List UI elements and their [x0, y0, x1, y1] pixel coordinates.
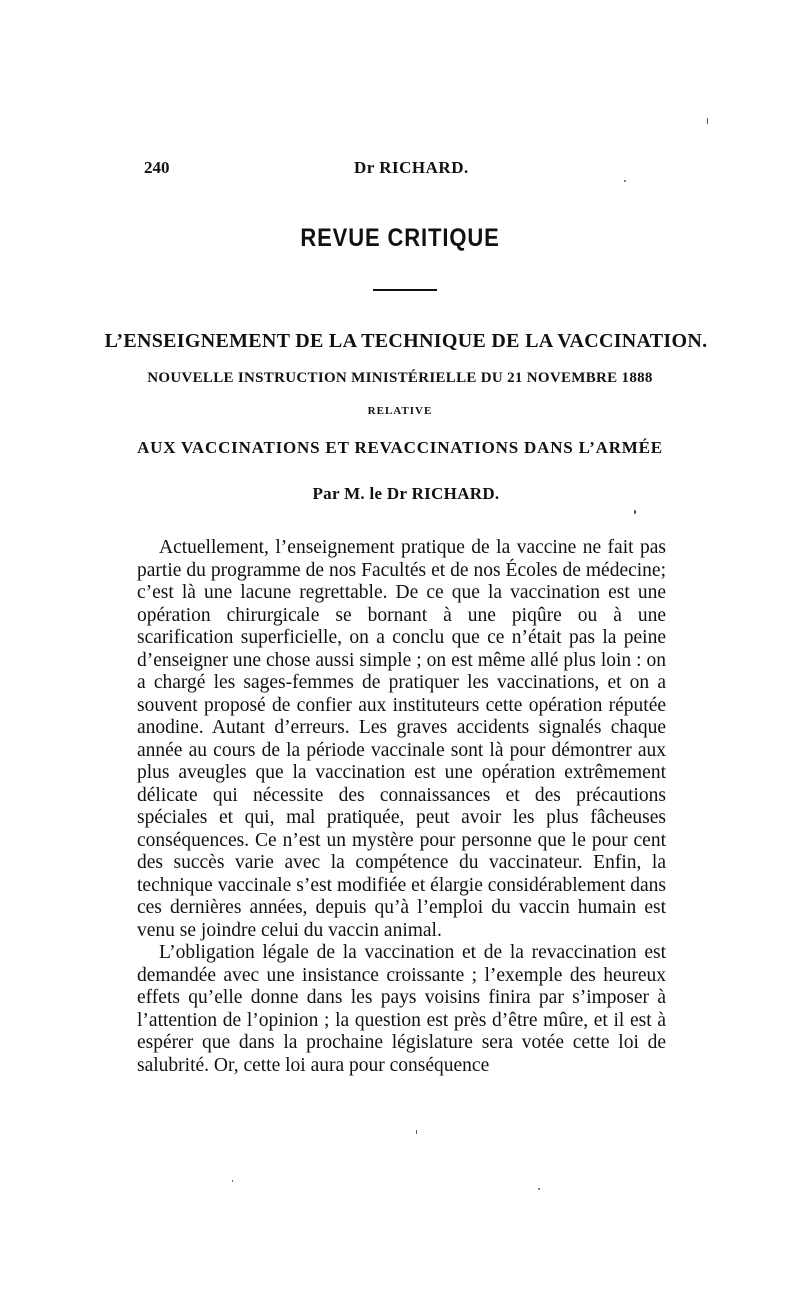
running-header	[0, 158, 800, 182]
print-speck	[634, 510, 636, 514]
page-number: 240	[144, 158, 170, 177]
print-speck	[416, 1130, 417, 1134]
article-small-heading: RELATIVE	[367, 405, 433, 417]
article-mid-heading: AUX VACCINATIONS ET REVACCINATIONS DANS L’ARMÉE	[137, 438, 663, 457]
print-speck	[538, 1188, 540, 1190]
print-speck	[624, 180, 626, 182]
paragraph: Actuellement, l’enseignement pratique de la vaccine ne fait pas partie du programme de nos Facultés et de nos Écoles de médecine; c’est là une lacune regrettable. De ce que la vaccination est une opération chirurgicale se bornant à une piqûre ou à une scarification superficielle, on a conclu que ce n’était pas la peine d’enseigner une chose aussi simple ; on est même allé plus loin : on a chargé les sages-femmes de pratiquer les vaccinations, et on a souvent proposé de confier aux instituteurs cette opération réputée anodine. Autant d’erreurs. Les graves accidents signalés chaque année au cours de la période vaccinale sont là pour démontrer aux plus aveugles que la vaccination est une opération extrêmement délicate qui nécessite des connaissances et des précautions spéciales et qui, mal pratiquée, peut avoir les plus fâcheuses conséquences. Ce n’est un mystère pour personne que le pour cent des succès varie avec la compétence du vaccinateur. Enfin, la technique vaccinale s’est modifiée et élargie considérablement dans ces dernières années, depuis qu’à l’emploi du vaccin humain est venu se joindre celui du vaccin animal.	[137, 537, 666, 941]
article-main-heading: L’ENSEIGNEMENT DE LA TECHNIQUE DE LA VACCINATION.	[104, 330, 708, 352]
running-title: Dr RICHARD.	[354, 158, 469, 177]
article-byline: Par M. le Dr RICHARD.	[312, 484, 500, 503]
print-speck	[707, 118, 708, 124]
title-rule	[373, 289, 437, 291]
paragraph: L’obligation légale de la vaccination et de la revaccination est demandée avec une insistance croissante ; l’exemple des heureux effets qu’elle donne dans les pays voisins finira par s’imposer à l’attention de l’opinion ; la question est près d’être mûre, et il est à espérer que dans la prochaine législature sera votée cette loi de salubrité. Or, cette loi aura pour conséquence	[137, 942, 666, 1076]
article-body	[137, 537, 666, 1077]
article-subheading: NOUVELLE INSTRUCTION MINISTÉRIELLE DU 21 NOVEMBRE 1888	[147, 370, 653, 386]
print-speck	[232, 1180, 233, 1182]
section-title: REVUE CRITIQUE	[300, 224, 500, 252]
